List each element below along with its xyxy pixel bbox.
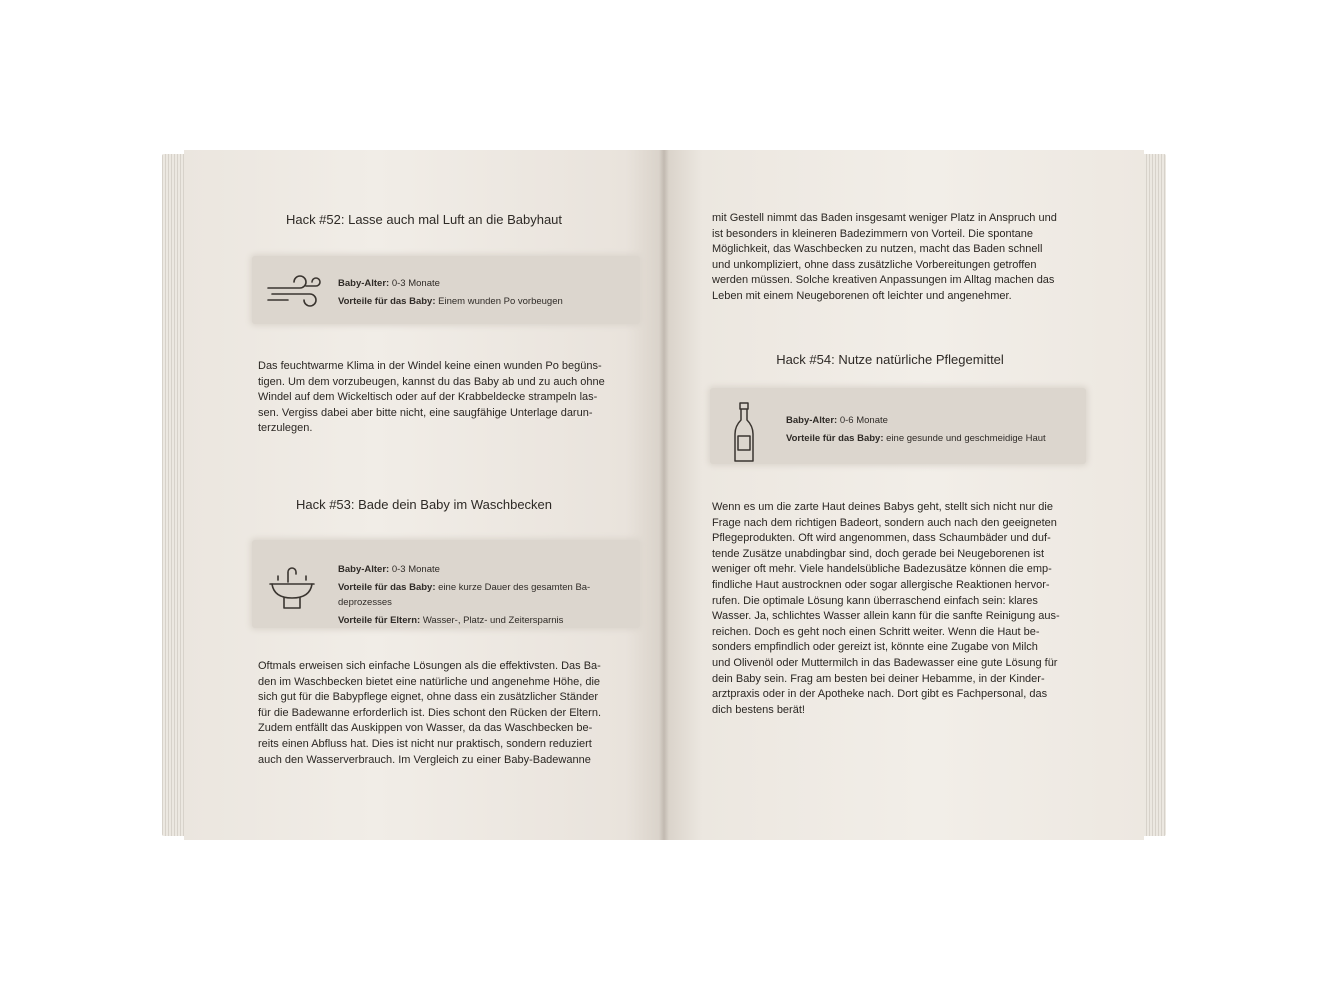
text-line: dein Baby sein. Frag am besten bei deiner Hebamme, in der Kinder- — [712, 672, 1045, 685]
text-line: sen. Vergiss dabei aber bitte nicht, eine saugfähige Unterlage darun- — [258, 406, 593, 419]
text-line: für die Badewanne erforderlich ist. Dies schont den Rücken der Eltern. — [258, 706, 602, 719]
text-line: Leben mit einem Neugeborenen oft leichter und angenehmer. — [712, 289, 1012, 302]
text-line: Frage nach dem richtigen Badeort, sondern auch nach den geeigneten — [712, 516, 1057, 529]
text-line: reichen. Doch es geht noch einen Schritt weiter. Wenn die Haut be- — [712, 625, 1040, 638]
age-value: 0-6 Monate — [839, 415, 888, 426]
hack-52-info-box — [252, 256, 640, 324]
text-line: Windel auf dem Wickeltisch oder auf der Krabbeldecke strampeln las- — [258, 391, 598, 404]
benefit-value: Einem wunden Po vorbeugen — [438, 295, 563, 307]
text-line: Wasser. Ja, schlichtes Wasser allein kann für die sanfte Reinigung aus- — [712, 610, 1060, 623]
age-value: 0-3 Monate — [391, 564, 440, 575]
hack-54-details — [786, 413, 1046, 446]
text-line: tigen. Um dem vorzubeugen, kannst du das Baby ab und zu auch ohne — [258, 375, 605, 388]
text-line: weniger oft mehr. Viele handelsübliche Badezusätze können die emp- — [712, 563, 1052, 576]
hack-54-info-box — [710, 388, 1086, 464]
text-line: mit Gestell nimmt das Baden insgesamt weniger Platz in Anspruch und — [712, 212, 1057, 224]
hack-53-details — [338, 562, 590, 628]
hack-53-info-box — [252, 540, 640, 628]
hack-53-paragraph — [258, 659, 636, 768]
text-line: sich gut für die Babypflege eignet, ohne dass ein zusätzlicher Ständer — [258, 691, 598, 704]
text-line: Zudem entfällt das Auskippen von Wasser, da das Waschbecken be- — [258, 722, 593, 735]
text-line: sonders empfindlich oder gereizt ist, könnte eine Zugabe von Milch — [712, 641, 1038, 654]
text-line: terzulegen. — [258, 422, 313, 435]
benefit-value-continued: deprozesses — [338, 597, 392, 608]
hack-52-details — [338, 276, 563, 309]
text-line: reits einen Abfluss hat. Dies ist nicht nur praktisch, sondern reduziert — [258, 737, 592, 750]
sink-icon — [268, 564, 316, 615]
age-label: Baby-Alter: — [338, 564, 390, 575]
text-line: findliche Haut austrocknen oder sogar allergische Reaktionen hervor- — [712, 578, 1050, 591]
benefit-label: Vorteile für das Baby: — [338, 581, 436, 593]
text-line: auch den Wasserverbrauch. Im Vergleich zu einer Baby-Badewanne — [258, 753, 591, 766]
text-line: Pflegeprodukten. Oft wird angenommen, dass Schaumbäder und duf- — [712, 532, 1051, 545]
text-line: dich bestens berät! — [712, 703, 805, 716]
benefit-label: Vorteile für das Baby: — [338, 295, 436, 307]
text-line: ist besonders in kleineren Badezimmern von Vorteil. Die spontane — [712, 227, 1034, 240]
text-line: den im Waschbecken bietet eine natürliche und angenehme Höhe, die — [258, 675, 601, 688]
age-label: Baby-Alter: — [786, 415, 838, 426]
text-line: Möglichkeit, das Waschbecken zu nutzen, macht das Baden schnell — [712, 243, 1043, 256]
benefit-value: eine kurze Dauer des gesamten Ba- — [438, 581, 591, 593]
hack-53-title: Hack #53: Bade dein Baby im Waschbecken — [295, 497, 553, 512]
bottle-icon — [732, 402, 756, 469]
text-line: und Olivenöl oder Muttermilch in das Badewasser eine gute Lösung für — [712, 656, 1058, 669]
hack-52-title: Hack #52: Lasse auch mal Luft an die Babyhaut — [285, 212, 563, 227]
text-line: arztpraxis oder in der Apotheke nach. Dort gibt es Fachpersonal, das — [712, 688, 1048, 701]
age-label: Baby-Alter: — [338, 278, 390, 289]
benefit-value: eine gesunde und geschmeidige Haut — [886, 432, 1046, 444]
parents-label: Vorteile für Eltern: — [338, 614, 421, 626]
text-line: und unkompliziert, ohne dass zusätzliche Vorbereitungen getroffen — [712, 258, 1037, 271]
right-page — [664, 150, 1144, 840]
age-value: 0-3 Monate — [391, 278, 440, 289]
continuation-paragraph — [712, 211, 1070, 305]
hack-54-title: Hack #54: Nutze natürliche Pflegemittel — [776, 352, 1004, 367]
text-line: Wenn es um die zarte Haut deines Babys geht, stellt sich nicht nur die — [712, 501, 1053, 513]
benefit-label: Vorteile für das Baby: — [786, 432, 884, 444]
open-book — [162, 150, 1166, 840]
wind-icon — [266, 274, 322, 313]
parents-value: Wasser-, Platz- und Zeitersparnis — [422, 614, 564, 626]
hack-52-paragraph — [258, 359, 636, 437]
left-page — [184, 150, 664, 840]
text-line: rufen. Die optimale Lösung kann überraschend einfach sein: klares — [712, 594, 1038, 607]
hack-54-paragraph — [712, 500, 1070, 718]
book-spine-shadow — [659, 150, 669, 840]
text-line: Das feuchtwarme Klima in der Windel keine einen wunden Po begüns- — [258, 360, 602, 372]
text-line: Oftmals erweisen sich einfache Lösungen als die effektivsten. Das Ba- — [258, 660, 601, 672]
text-line: tende Zusätze unabdingbar sind, doch gerade bei Neugeborenen ist — [712, 547, 1045, 560]
text-line: werden müssen. Solche kreativen Anpassungen im Alltag machen das — [712, 274, 1055, 287]
